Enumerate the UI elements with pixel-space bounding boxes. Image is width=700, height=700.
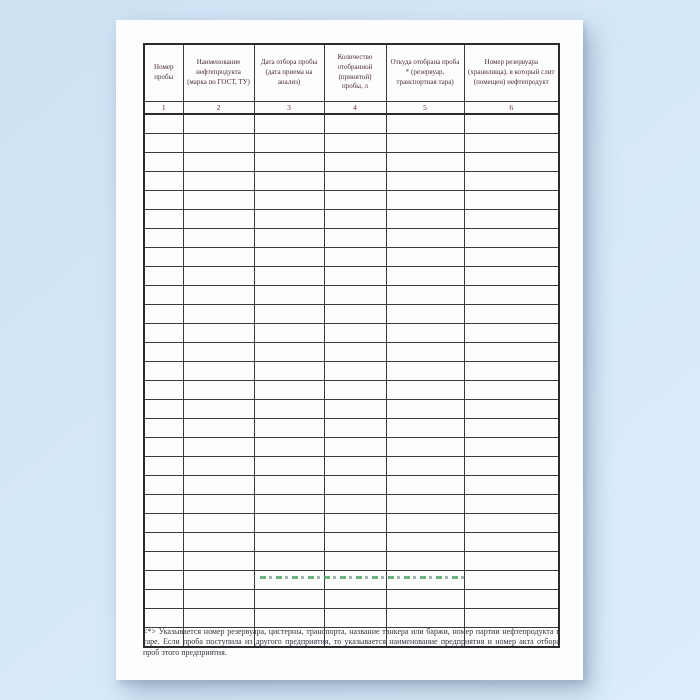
empty-cell (183, 400, 254, 419)
empty-cell (144, 438, 183, 457)
empty-cell (254, 153, 324, 172)
empty-cell (464, 362, 559, 381)
empty-cell (254, 400, 324, 419)
header-row (144, 44, 559, 101)
empty-cell (464, 400, 559, 419)
empty-row (144, 419, 559, 438)
empty-cell (386, 438, 464, 457)
empty-cell (144, 343, 183, 362)
column-numbering-row (144, 101, 559, 114)
empty-cell (183, 590, 254, 609)
empty-cell (464, 514, 559, 533)
empty-cell (464, 191, 559, 210)
empty-cell (464, 381, 559, 400)
empty-cell (144, 305, 183, 324)
column-number-4: 4 (324, 101, 386, 114)
empty-cell (464, 419, 559, 438)
column-number-3: 3 (254, 101, 324, 114)
empty-cell (386, 324, 464, 343)
empty-cell (144, 552, 183, 571)
empty-cell (324, 267, 386, 286)
empty-row (144, 134, 559, 153)
empty-cell (144, 533, 183, 552)
empty-cell (464, 286, 559, 305)
empty-cell (254, 210, 324, 229)
empty-cell (464, 476, 559, 495)
empty-cell (386, 305, 464, 324)
empty-row (144, 191, 559, 210)
empty-cell (254, 476, 324, 495)
empty-row (144, 324, 559, 343)
empty-cell (144, 191, 183, 210)
empty-cell (324, 571, 386, 590)
empty-cell (254, 495, 324, 514)
empty-row (144, 533, 559, 552)
empty-cell (144, 400, 183, 419)
empty-cell (464, 134, 559, 153)
empty-cell (254, 286, 324, 305)
table-header (144, 44, 559, 114)
empty-cell (324, 343, 386, 362)
empty-cell (386, 419, 464, 438)
empty-cell (324, 457, 386, 476)
empty-cell (144, 476, 183, 495)
empty-cell (183, 571, 254, 590)
empty-cell (144, 229, 183, 248)
empty-row (144, 153, 559, 172)
empty-cell (183, 381, 254, 400)
empty-cell (386, 400, 464, 419)
empty-cell (386, 571, 464, 590)
empty-cell (183, 114, 254, 134)
empty-cell (386, 229, 464, 248)
empty-row (144, 286, 559, 305)
empty-cell (144, 210, 183, 229)
empty-cell (324, 552, 386, 571)
empty-cell (183, 191, 254, 210)
empty-row (144, 400, 559, 419)
empty-cell (254, 229, 324, 248)
empty-cell (464, 305, 559, 324)
empty-cell (183, 419, 254, 438)
empty-cell (464, 210, 559, 229)
empty-cell (183, 476, 254, 495)
column-header-tank-number: Номер резервуара (хранилища), в который слит (помещен) нефтепродукт (464, 44, 559, 101)
empty-cell (324, 191, 386, 210)
empty-cell (183, 552, 254, 571)
column-header-sample-number: Номер пробы (144, 44, 183, 101)
empty-cell (183, 495, 254, 514)
empty-cell (183, 286, 254, 305)
empty-cell (254, 191, 324, 210)
empty-cell (144, 495, 183, 514)
empty-cell (464, 533, 559, 552)
empty-cell (386, 514, 464, 533)
empty-cell (324, 210, 386, 229)
empty-cell (324, 381, 386, 400)
empty-cell (254, 362, 324, 381)
column-header-sampling-date: Дата отбора пробы (дата приема на анализ) (254, 44, 324, 101)
empty-cell (386, 533, 464, 552)
empty-cell (324, 248, 386, 267)
empty-cell (144, 362, 183, 381)
empty-cell (464, 343, 559, 362)
watermark (260, 576, 465, 579)
empty-cell (183, 248, 254, 267)
empty-cell (386, 362, 464, 381)
empty-row (144, 210, 559, 229)
table-body (144, 114, 559, 647)
empty-cell (386, 552, 464, 571)
empty-cell (464, 457, 559, 476)
empty-cell (386, 609, 464, 628)
empty-row (144, 590, 559, 609)
empty-row (144, 267, 559, 286)
empty-cell (386, 495, 464, 514)
empty-cell (144, 248, 183, 267)
empty-cell (464, 571, 559, 590)
empty-cell (386, 267, 464, 286)
empty-cell (183, 514, 254, 533)
empty-cell (464, 172, 559, 191)
empty-row (144, 305, 559, 324)
empty-cell (144, 419, 183, 438)
empty-cell (254, 305, 324, 324)
empty-cell (464, 248, 559, 267)
document-page (116, 20, 583, 680)
oil-samples-register-table (143, 43, 560, 648)
empty-cell (386, 286, 464, 305)
empty-cell (386, 381, 464, 400)
empty-cell (254, 590, 324, 609)
empty-cell (324, 438, 386, 457)
column-number-1: 1 (144, 101, 183, 114)
empty-cell (254, 248, 324, 267)
empty-cell (464, 114, 559, 134)
empty-cell (324, 400, 386, 419)
empty-cell (254, 114, 324, 134)
empty-cell (254, 324, 324, 343)
empty-cell (324, 286, 386, 305)
empty-cell (144, 381, 183, 400)
empty-row (144, 229, 559, 248)
empty-cell (254, 571, 324, 590)
empty-cell (254, 381, 324, 400)
empty-row (144, 495, 559, 514)
empty-cell (144, 514, 183, 533)
empty-cell (254, 267, 324, 286)
empty-cell (464, 267, 559, 286)
empty-cell (324, 609, 386, 628)
empty-cell (144, 590, 183, 609)
empty-row (144, 457, 559, 476)
empty-cell (254, 533, 324, 552)
empty-cell (324, 476, 386, 495)
empty-cell (386, 191, 464, 210)
empty-cell (254, 343, 324, 362)
empty-row (144, 172, 559, 191)
empty-row (144, 552, 559, 571)
empty-cell (183, 362, 254, 381)
empty-cell (324, 305, 386, 324)
empty-cell (183, 153, 254, 172)
empty-cell (324, 495, 386, 514)
empty-row (144, 514, 559, 533)
empty-cell (464, 438, 559, 457)
empty-cell (254, 552, 324, 571)
empty-cell (386, 172, 464, 191)
empty-cell (183, 533, 254, 552)
empty-cell (254, 457, 324, 476)
empty-row (144, 381, 559, 400)
empty-cell (144, 609, 183, 628)
empty-row (144, 343, 559, 362)
empty-cell (183, 134, 254, 153)
empty-cell (386, 590, 464, 609)
empty-cell (464, 324, 559, 343)
empty-row (144, 609, 559, 628)
empty-cell (183, 324, 254, 343)
empty-cell (254, 419, 324, 438)
column-number-6: 6 (464, 101, 559, 114)
empty-cell (386, 134, 464, 153)
column-number-5: 5 (386, 101, 464, 114)
empty-cell (464, 495, 559, 514)
empty-cell (254, 514, 324, 533)
empty-cell (183, 210, 254, 229)
column-header-sample-source: Откуда отобрана проба * (резервуар, транспортная тара) (386, 44, 464, 101)
empty-cell (324, 362, 386, 381)
empty-row (144, 476, 559, 495)
empty-cell (386, 114, 464, 134)
empty-cell (324, 324, 386, 343)
empty-cell (324, 533, 386, 552)
empty-cell (464, 552, 559, 571)
empty-cell (254, 609, 324, 628)
empty-cell (324, 134, 386, 153)
empty-cell (183, 172, 254, 191)
empty-cell (386, 476, 464, 495)
empty-cell (254, 172, 324, 191)
empty-cell (183, 609, 254, 628)
empty-cell (144, 172, 183, 191)
column-number-2: 2 (183, 101, 254, 114)
empty-cell (386, 210, 464, 229)
empty-cell (254, 134, 324, 153)
empty-row (144, 571, 559, 590)
column-header-quantity: Количество отобранной (принятой) пробы, л (324, 44, 386, 101)
empty-cell (144, 324, 183, 343)
empty-cell (144, 134, 183, 153)
empty-cell (324, 172, 386, 191)
empty-row (144, 362, 559, 381)
empty-cell (324, 514, 386, 533)
empty-cell (386, 457, 464, 476)
empty-row (144, 438, 559, 457)
empty-cell (324, 153, 386, 172)
empty-cell (324, 590, 386, 609)
empty-cell (183, 229, 254, 248)
empty-cell (144, 153, 183, 172)
empty-row (144, 248, 559, 267)
empty-cell (144, 267, 183, 286)
empty-cell (324, 114, 386, 134)
empty-cell (183, 267, 254, 286)
column-header-product-name: Наименование нефтепродукта (марка по ГОСТ, ТУ) (183, 44, 254, 101)
empty-cell (144, 114, 183, 134)
empty-cell (464, 609, 559, 628)
footnote: <*> Указывается номер резервуара, цистерны, транспорта, название танкера или баржи, номер партии нефтепродукта в таре. Если проба поступила из другого предприятия, то указывается наименование предприятия и номер акта отбора проб этого предприятия. (143, 627, 560, 657)
empty-cell (464, 153, 559, 172)
empty-cell (324, 419, 386, 438)
empty-cell (183, 438, 254, 457)
empty-cell (183, 457, 254, 476)
empty-cell (254, 438, 324, 457)
empty-cell (386, 248, 464, 267)
empty-cell (464, 229, 559, 248)
empty-cell (144, 571, 183, 590)
empty-cell (144, 286, 183, 305)
empty-row (144, 114, 559, 134)
empty-cell (386, 343, 464, 362)
empty-cell (464, 590, 559, 609)
empty-cell (183, 305, 254, 324)
empty-cell (386, 153, 464, 172)
empty-cell (183, 343, 254, 362)
empty-cell (144, 457, 183, 476)
empty-cell (324, 229, 386, 248)
